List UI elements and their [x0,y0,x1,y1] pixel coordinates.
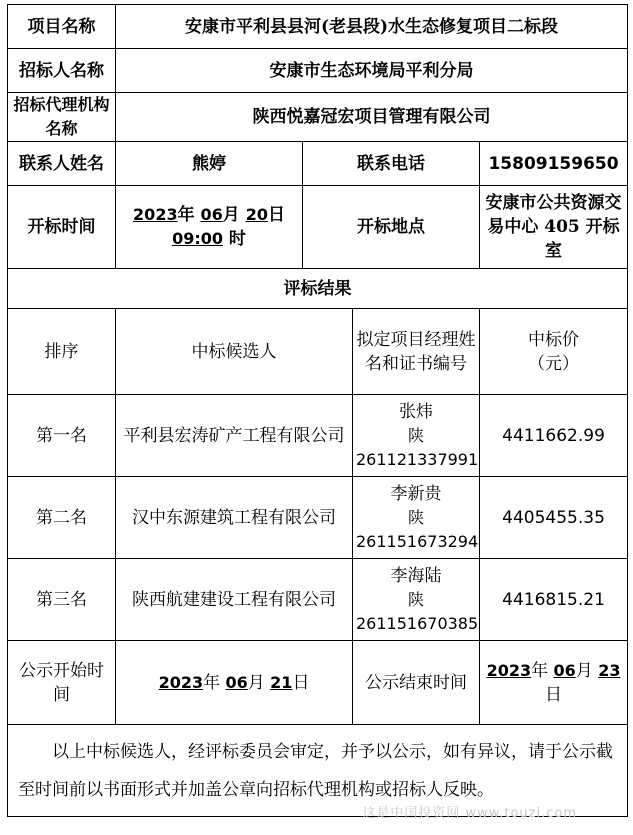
tenderer-name: 安康市生态环境局平利分局 [116,49,628,93]
publicity-start: 2023年 06月 21日 [116,641,353,725]
agency-name: 陕西悦嘉冠宏项目管理有限公司 [116,93,628,142]
price-cell: 4411662.99 [480,395,628,477]
open-place-label: 开标地点 [303,186,480,269]
manager-cell: 李新贵 陕 261151673294 [353,477,480,559]
project-name-label: 项目名称 [8,5,116,49]
publicity-end: 2023年 06月 23日 [480,641,628,725]
table-row [8,477,628,559]
company-cell: 汉中东源建筑工程有限公司 [116,477,353,559]
contact-name: 熊婷 [116,142,303,186]
open-place: 安康市公共资源交易中心 405 开标室 [480,186,628,269]
rank-cell: 第一名 [8,395,116,477]
table-row [8,395,628,477]
contact-label: 联系人姓名 [8,142,116,186]
bid-result-table [7,4,628,817]
agency-label: 招标代理机构名称 [8,93,116,142]
price-cell: 4416815.21 [480,559,628,641]
manager-cell: 李海陆 陕 261151670385 [353,559,480,641]
manager-cell: 张炜 陕 261121337991 [353,395,480,477]
phone-label: 联系电话 [303,142,480,186]
table-row [8,559,628,641]
header-manager: 拟定项目经理姓名和证书编号 [353,309,480,395]
price-cell: 4405455.35 [480,477,628,559]
phone-number: 15809159650 [480,142,628,186]
open-time: 2023年 06月 20日 09:00 时 [116,186,303,269]
rank-cell: 第二名 [8,477,116,559]
header-price: 中标价 （元） [480,309,628,395]
results-title: 评标结果 [8,269,628,309]
header-candidate: 中标候选人 [116,309,353,395]
publicity-start-label: 公示开始时间 [8,641,116,725]
company-cell: 平利县宏涛矿产工程有限公司 [116,395,353,477]
watermark: 这是中国投资网 www.touzi.com [362,806,577,821]
tenderer-label: 招标人名称 [8,49,116,93]
open-time-label: 开标时间 [8,186,116,269]
publicity-end-label: 公示结束时间 [353,641,480,725]
header-rank: 排序 [8,309,116,395]
company-cell: 陕西航建建设工程有限公司 [116,559,353,641]
notice-text: 以上中标候选人，经评标委员会审定，并予以公示，如有异议，请于公示截至时间前以书面形式并加盖公章向招标代理机构或招标人反映。 [8,725,628,817]
project-name: 安康市平利县县河(老县段)水生态修复项目二标段 [116,5,628,49]
rank-cell: 第三名 [8,559,116,641]
